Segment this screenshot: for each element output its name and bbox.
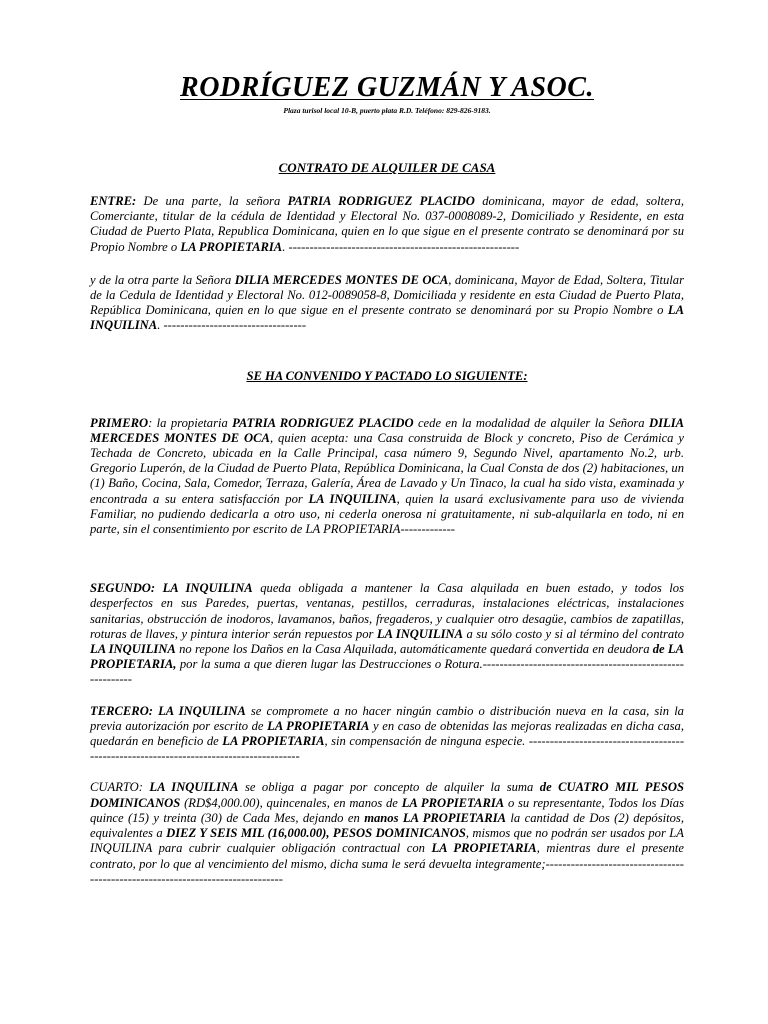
tenant-name: DILIA MERCEDES MONTES DE OCA	[234, 272, 449, 287]
contract-title: CONTRATO DE ALQUILER DE CASA	[278, 160, 496, 175]
clause-segundo: SEGUNDO: LA INQUILINA queda obligada a mantener la Casa alquilada en buen estado, y todos los desperfectos en sus Paredes, puertas, ventanas, pestillos, cerraduras, instalaciones eléctricas, instalaciones sanitarias, obstrucción de inodoros, lavamanos, baños, fregaderos, y cualquier otro desagüe, cambios de zapatillas, roturas de llaves, y pintura interior serán repuestos por LA INQUILINA a su sólo costo y si al término del contrato LA INQUILINA no repone los Daños en la Casa Alquilada, automáticamente quedará convertida en deudora de LA PROPIETARIA, por la suma a que dieren lugar las Destrucciones o Rotura.----------------------------------------------------------	[90, 581, 684, 687]
paragraph-parties-owner: ENTRE: De una parte, la señora PATRIA RODRIGUEZ PLACIDO dominicana, mayor de edad, soltera, Comerciante, titular de la cédula de Identidad y Electoral No. 037-0008089-2, Domiciliado y Residente, en esta Ciudad de Puerto Plata, Republica Dominicana, quien en lo que sigue en el presente contrato se denominará por su Propio Nombre o LA PROPIETARIA. -------------------------------------------------------	[90, 194, 684, 254]
clause-cuarto: CUARTO: LA INQUILINA se obliga a pagar por concepto de alquiler la suma de CUATRO MIL PESOS DOMINICANOS (RD$4,000.00), quincenales, en manos de LA PROPIETARIA o su representante, Todos los Días quince (15) y treinta (30) de Cada Mes, dejando en manos LA PROPIETARIA la cantidad de Dos (2) depósitos, equivalentes a DIEZ Y SEIS MIL (16,000.00), PESOS DOMINICANOS, mismos que no podrán ser usados por LA INQUILINA para cubrir cualquier obligación contractual con LA PROPIETARIA, mientras dure el presente contrato, por lo que al vencimiento del mismo, dicha suma le será devuelta integramente;-------------------------------------------------------------------------------	[90, 780, 684, 886]
clause-tercero: TERCERO: LA INQUILINA se compromete a no hacer ningún cambio o distribución nueva en la casa, sin la previa autorización por escrito de LA PROPIETARIA y en caso de obtenidas las mejoras realizadas en dicha casa, quedarán en beneficio de LA PROPIETARIA, sin compensación de ninguna especie. ---------------------------------------------------------------------------------------	[90, 703, 685, 764]
firm-address: Plaza turisol local 10-B, puerto plata R.D. Teléfono: 829-826-9183.	[283, 106, 491, 115]
clause-segundo-label: SEGUNDO: LA INQUILINA	[90, 581, 253, 596]
clause-tercero-label: TERCERO: LA INQUILINA	[90, 703, 246, 718]
tenant-role: LA INQUILINA	[90, 303, 684, 333]
clause-primero-label: PRIMERO	[90, 415, 149, 430]
agreement-title: SE HA CONVENIDO Y PACTADO LO SIGUIENTE:	[246, 368, 528, 383]
clause-cuarto-label: CUARTO:	[90, 780, 150, 795]
label-entre: ENTRE:	[90, 194, 137, 208]
owner-name: PATRIA RODRIGUEZ PLACIDO	[287, 194, 475, 208]
firm-name: RODRÍGUEZ GUZMÁN Y ASOC.	[180, 72, 594, 103]
owner-role: LA PROPIETARIA	[180, 239, 283, 254]
clause-primero: PRIMERO: la propietaria PATRIA RODRIGUEZ PLACIDO cede en la modalidad de alquiler la Señora DILIA MERCEDES MONTES DE OCA, quien acepta: una Casa construida de Block y concreto, Piso de Cerámica y Techada de Concreto, ubicada en la Calle Principal, casa número 9, Segundo Nivel, apartamento No.2, urb. Gregorio Luperón, de la Ciudad de Puerto Plata, República Dominicana, la Cual Consta de dos (2) habitaciones, un (1) Baño, Cocina, Sala, Comedor, Terraza, Galería, Área de Lavado y Un Tinaco, la cual ha sido vista, examinada y encontrada a su entera satisfacción por LA INQUILINA, quien la usará exclusivamente para uso de vivienda Familiar, no pudiendo dedicarla a otro uso, ni cederla onerosa ni gratuitamente, ni sub-alquilarla en todo, ni en parte, sin el consentimiento por escrito de LA PROPIETARIA-------------	[90, 415, 684, 537]
paragraph-parties-tenant: y de la otra parte la Señora DILIA MERCEDES MONTES DE OCA, dominicana, Mayor de Edad, Soltera, Titular de la Cedula de Identidad y Electoral No. 012-0089058-8, Domiciliada y residente en esta Ciudad de Puerto Plata, República Dominicana, quien en lo que sigue en el presente contrato se denominará por su Propio Nombre o LA INQUILINA. ----------------------------------	[90, 272, 684, 333]
document-page	[90, 72, 684, 887]
